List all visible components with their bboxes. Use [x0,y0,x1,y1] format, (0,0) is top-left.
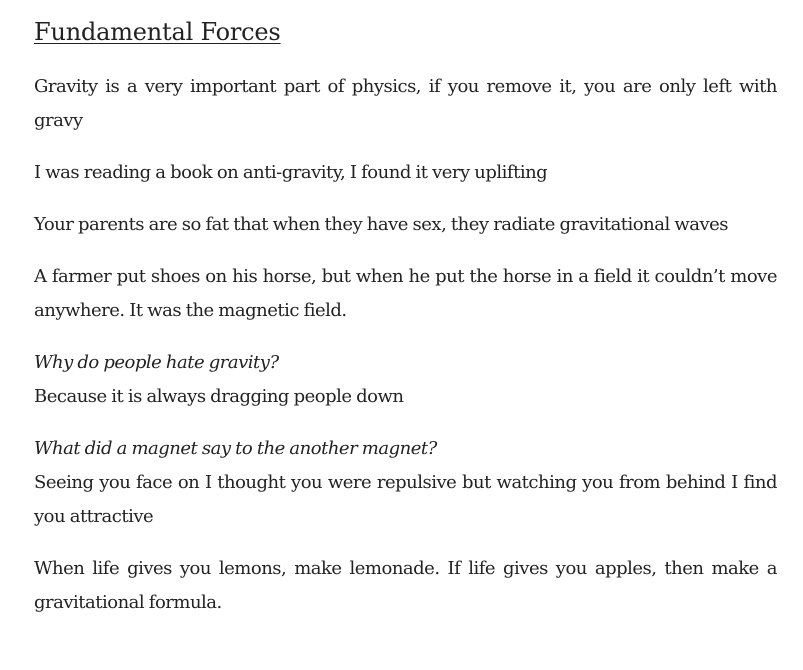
joke-anti-gravity: I was reading a book on anti-gravity, I found it very uplifting [34,162,548,183]
page-title: Fundamental Forces [34,18,281,46]
joke-hate-gravity [34,346,777,414]
joke-gravy: Gravity is a very important part of physics, if you remove it, you are only left with gravy [34,76,777,131]
joke-answer: Because it is always dragging people down [34,386,404,407]
joke-gravitational-waves: Your parents are so fat that when they have sex, they radiate gravitational waves [34,214,729,235]
joke-question: What did a magnet say to the another magnet? [34,438,437,459]
joke-magnet [34,432,777,534]
joke-lemons: When life gives you lemons, make lemonade. If life gives you apples, then make a gravitational formula. [34,558,777,613]
joke-magnetic-field: A farmer put shoes on his horse, but when he put the horse in a field it couldn’t move anywhere. It was the magnetic field. [34,266,777,321]
joke-answer: Seeing you face on I thought you were repulsive but watching you from behind I find you attractive [34,472,777,527]
joke-question: Why do people hate gravity? [34,352,279,373]
